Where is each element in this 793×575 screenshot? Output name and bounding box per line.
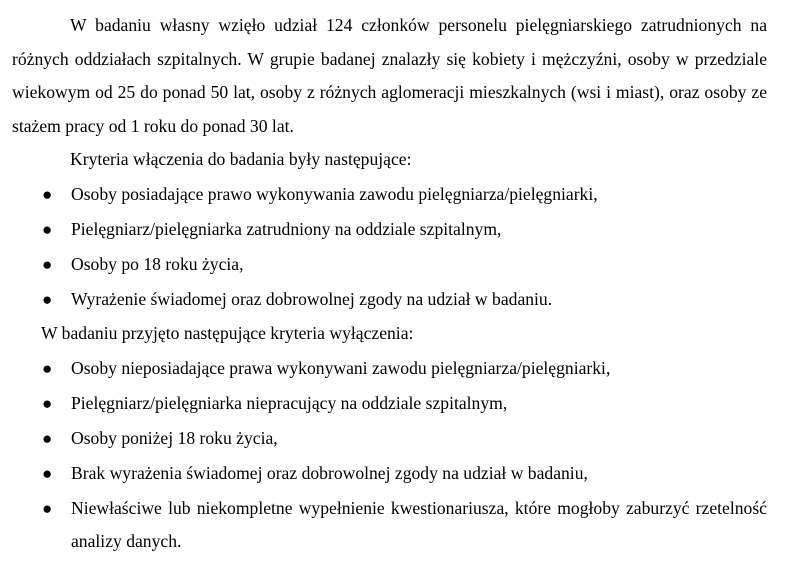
list-item-text: Niewłaściwe lub niekompletne wypełnienie kwestionariusza, które mogłoby zaburzyć rzetelność analizy danych. [71,497,767,552]
exclusion-list [12,351,767,559]
list-item-text: Pielęgniarz/pielęgniarka niepracujący na oddziale szpitalnym, [71,393,508,414]
list-item [12,456,767,491]
list-item [12,386,767,421]
list-item [12,177,767,212]
list-item-text: Osoby posiadające prawo wykonywania zawodu pielęgniarza/pielęgniarki, [71,183,598,204]
bullet-icon: ● [42,498,53,518]
document-page [12,9,767,559]
list-item-text: Osoby nieposiadające prawa wykonywani zawodu pielęgniarza/pielęgniarki, [71,357,611,378]
bullet-icon: ● [42,184,53,204]
list-item [12,212,767,247]
list-item [12,492,767,559]
list-item-text: Osoby po 18 roku życia, [71,253,244,274]
list-item-text: Pielęgniarz/pielęgniarka zatrudniony na oddziale szpitalnym, [71,218,502,239]
intro-paragraph: W badaniu własny wzięło udział 124 członków personelu pielęgniarskiego zatrudnionych na różnych oddziałach szpitalnych. W grupie badanej znalazły się kobiety i mężczyźni, osoby w przedziale wiekowym od 25 do ponad 50 lat, osoby z różnych aglomeracji mieszkalnych (wsi i miast), oraz osoby ze stażem pracy od 1 roku do ponad 30 lat. [12,15,767,136]
list-item [12,247,767,282]
bullet-icon: ● [42,464,53,484]
bullet-icon: ● [42,358,53,378]
bullet-icon: ● [42,429,53,449]
inclusion-list [12,177,767,318]
list-item [12,282,767,317]
bullet-icon: ● [42,219,53,239]
bullet-icon: ● [42,394,53,414]
inclusion-heading: Kryteria włączenia do badania były następujące: [70,149,412,169]
bullet-icon: ● [42,254,53,274]
list-item-text: Osoby poniżej 18 roku życia, [71,428,278,449]
list-item-text: Wyrażenie świadomej oraz dobrowolnej zgody na udział w badaniu. [71,289,553,310]
list-item [12,421,767,456]
exclusion-heading: W badaniu przyjęto następujące kryteria wyłączenia: [41,323,414,344]
bullet-icon: ● [42,290,53,310]
list-item-text: Brak wyrażenia świadomej oraz dobrowolnej zgody na udział w badaniu, [71,463,588,484]
list-item [12,351,767,386]
